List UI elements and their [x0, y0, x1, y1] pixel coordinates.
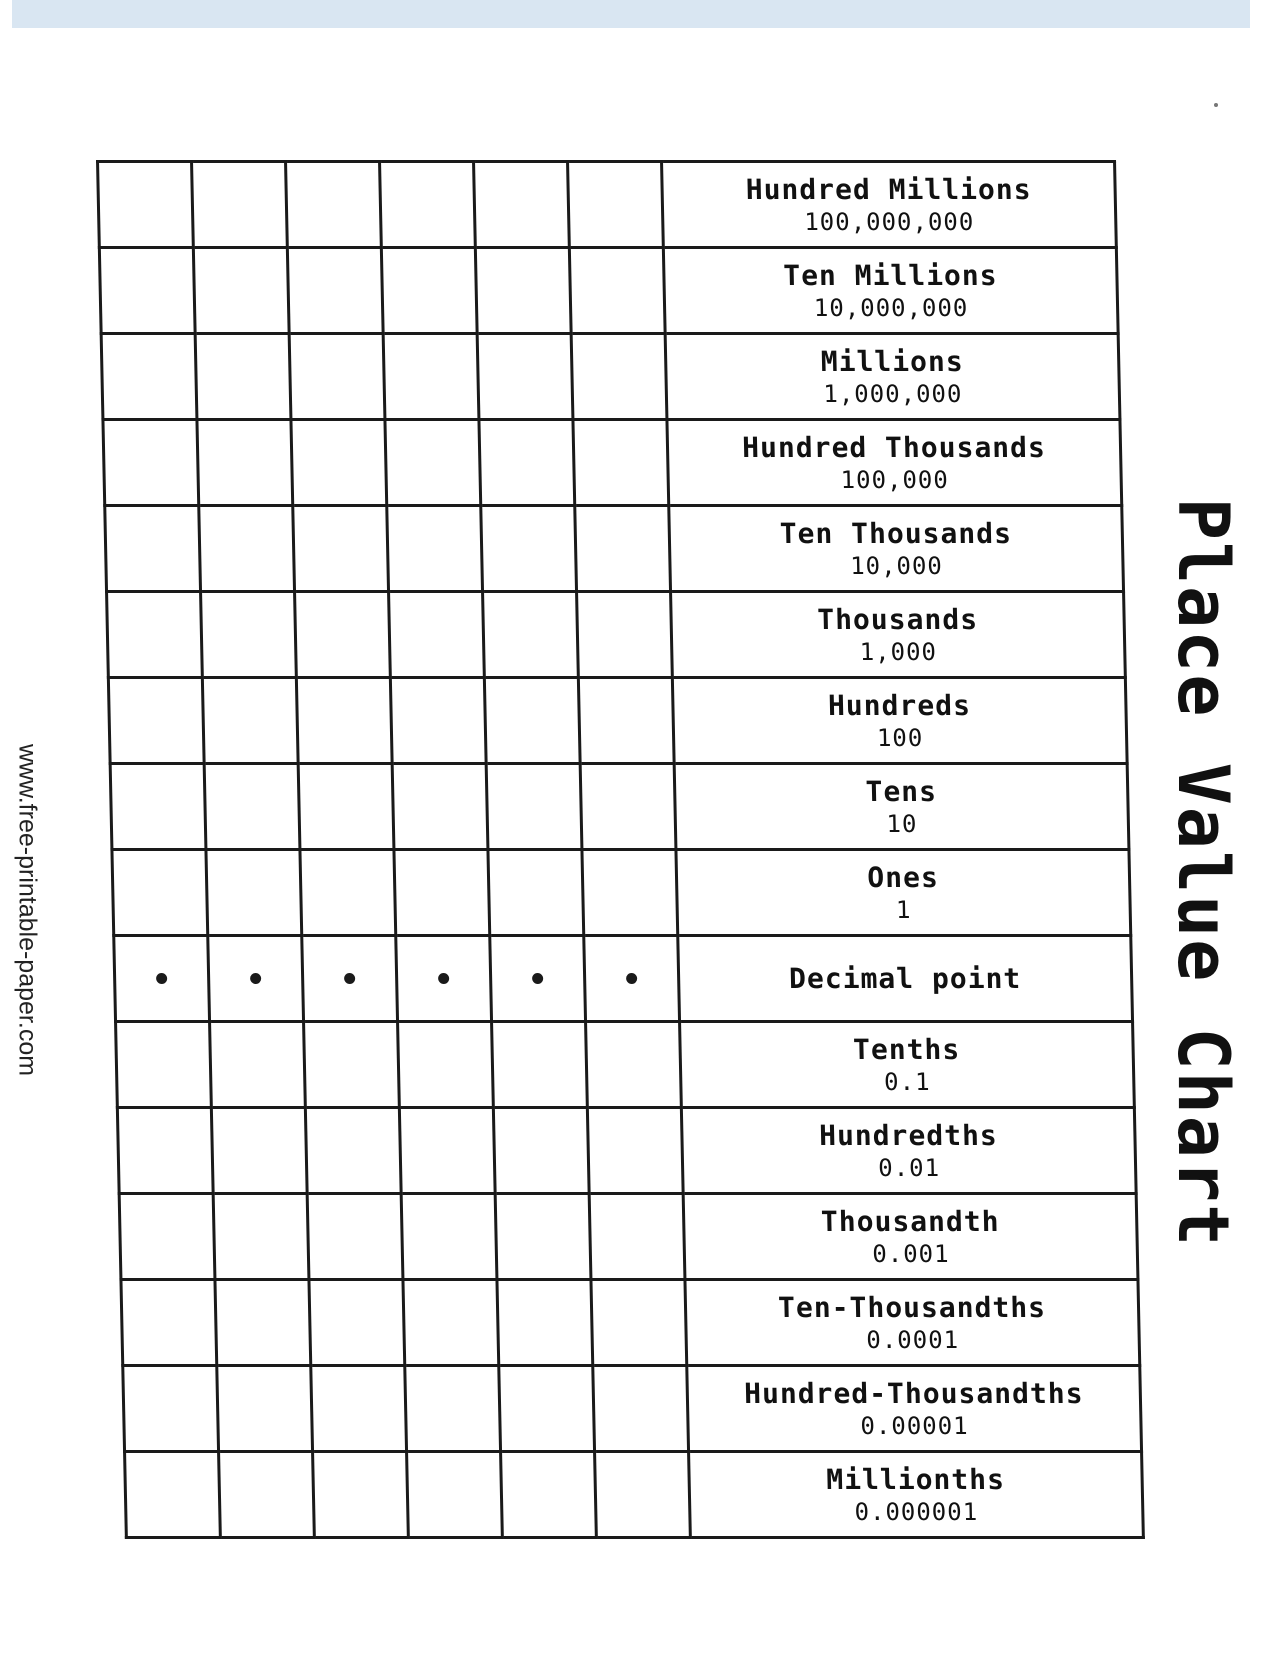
digit-cell[interactable] — [497, 1280, 593, 1366]
digit-cell[interactable] — [211, 1108, 307, 1194]
digit-cell[interactable] — [311, 1366, 407, 1452]
digit-cell[interactable] — [219, 1452, 315, 1538]
digit-cell[interactable] — [595, 1452, 691, 1538]
place-value: 0.000001 — [854, 1497, 979, 1526]
scan-top-band — [12, 0, 1250, 28]
place-value-row — [114, 936, 1133, 1022]
digit-cell[interactable] — [208, 936, 304, 1022]
digit-cell[interactable] — [105, 506, 201, 592]
place-value-row — [107, 592, 1126, 678]
place-value-row — [110, 764, 1129, 850]
digit-cell[interactable] — [394, 850, 490, 936]
digit-cell[interactable] — [483, 592, 579, 678]
place-value: 1,000,000 — [823, 379, 963, 408]
digit-cell[interactable] — [206, 850, 302, 936]
digit-cell[interactable] — [475, 248, 571, 334]
place-value: 0.001 — [871, 1239, 950, 1268]
place-name: Ten Millions — [782, 258, 998, 292]
place-label-cell — [676, 850, 1131, 936]
place-label-cell — [674, 764, 1129, 850]
digit-cell[interactable] — [488, 850, 584, 936]
place-name: Thousandth — [820, 1204, 1000, 1238]
digit-cell[interactable] — [501, 1452, 597, 1538]
place-value-table — [96, 160, 1145, 1539]
place-value: 100,000,000 — [804, 207, 975, 236]
digit-cell[interactable] — [481, 506, 577, 592]
place-name: Ones — [866, 860, 940, 894]
digit-cell[interactable] — [575, 506, 671, 592]
place-name: Hundred Thousands — [741, 430, 1047, 464]
digit-cell[interactable] — [202, 678, 298, 764]
digit-cell[interactable] — [210, 1022, 306, 1108]
place-value-row — [116, 1022, 1135, 1108]
place-name: Ten Thousands — [779, 516, 1013, 550]
place-value-row — [121, 1280, 1140, 1366]
digit-cell[interactable] — [313, 1452, 409, 1538]
digit-cell[interactable] — [199, 506, 295, 592]
place-name: Decimal point — [788, 961, 1022, 995]
place-label-cell — [687, 1366, 1142, 1452]
digit-cell[interactable] — [582, 850, 678, 936]
place-value-row — [101, 334, 1120, 420]
digit-cell[interactable] — [569, 248, 665, 334]
digit-cell[interactable] — [295, 592, 391, 678]
digit-cell[interactable] — [385, 420, 481, 506]
digit-cell[interactable] — [195, 334, 291, 420]
place-label-cell — [681, 1108, 1136, 1194]
place-name: Hundred-Thousandths — [743, 1376, 1084, 1410]
place-value-row — [117, 1108, 1136, 1194]
digit-cell[interactable] — [305, 1108, 401, 1194]
digit-cell[interactable] — [587, 1108, 683, 1194]
place-label-cell — [665, 334, 1120, 420]
digit-cell[interactable] — [293, 506, 389, 592]
digit-cell[interactable] — [110, 764, 206, 850]
digit-cell[interactable] — [389, 592, 485, 678]
digit-cell[interactable] — [302, 936, 398, 1022]
digit-cell[interactable] — [204, 764, 300, 850]
digit-cell[interactable] — [593, 1366, 689, 1452]
place-name: Millionths — [825, 1462, 1006, 1496]
decimal-point-dot — [156, 973, 167, 984]
place-value-row — [112, 850, 1131, 936]
digit-cell[interactable] — [193, 248, 289, 334]
place-name: Tenths — [852, 1032, 961, 1066]
source-url: www.free-printable-paper.com — [13, 743, 42, 1077]
place-label-cell — [662, 162, 1117, 248]
digit-cell[interactable] — [286, 162, 382, 248]
place-value: 100 — [876, 723, 924, 752]
place-value-row — [123, 1366, 1142, 1452]
digit-cell[interactable] — [403, 1280, 499, 1366]
digit-cell[interactable] — [479, 420, 575, 506]
place-label-cell — [685, 1280, 1140, 1366]
digit-cell[interactable] — [578, 678, 674, 764]
place-label-cell — [663, 248, 1118, 334]
digit-cell[interactable] — [381, 248, 477, 334]
digit-cell[interactable] — [484, 678, 580, 764]
digit-cell[interactable] — [383, 334, 479, 420]
digit-cell[interactable] — [112, 850, 208, 936]
digit-cell[interactable] — [213, 1194, 309, 1280]
place-value-row — [99, 248, 1118, 334]
place-value: 0.1 — [883, 1067, 931, 1096]
digit-cell[interactable] — [405, 1366, 501, 1452]
digit-cell[interactable] — [580, 764, 676, 850]
place-value: 1,000 — [859, 637, 938, 666]
digit-cell[interactable] — [586, 1022, 682, 1108]
place-value-row — [105, 506, 1124, 592]
digit-cell[interactable] — [103, 420, 199, 506]
digit-cell[interactable] — [401, 1194, 497, 1280]
digit-cell[interactable] — [493, 1108, 589, 1194]
digit-cell[interactable] — [101, 334, 197, 420]
place-name: Millions — [820, 344, 964, 378]
digit-cell[interactable] — [380, 162, 476, 248]
place-value-row — [119, 1194, 1138, 1280]
place-value-table-body — [98, 162, 1144, 1538]
place-name: Ten-Thousandths — [777, 1290, 1047, 1324]
place-value: 0.00001 — [860, 1411, 969, 1440]
digit-cell[interactable] — [495, 1194, 591, 1280]
digit-cell[interactable] — [591, 1280, 687, 1366]
place-name: Hundredths — [818, 1118, 999, 1152]
digit-cell[interactable] — [490, 936, 586, 1022]
digit-cell[interactable] — [307, 1194, 403, 1280]
digit-cell[interactable] — [573, 420, 669, 506]
digit-cell[interactable] — [589, 1194, 685, 1280]
digit-cell[interactable] — [201, 592, 297, 678]
digit-cell[interactable] — [474, 162, 570, 248]
place-label-cell — [669, 506, 1124, 592]
decimal-point-dot — [250, 973, 261, 984]
scan-speck — [1214, 103, 1218, 107]
digit-cell[interactable] — [119, 1194, 215, 1280]
digit-cell[interactable] — [392, 764, 488, 850]
digit-cell[interactable] — [197, 420, 293, 506]
digit-cell[interactable] — [477, 334, 573, 420]
place-label-cell — [689, 1452, 1144, 1538]
digit-cell[interactable] — [398, 1022, 494, 1108]
place-value-row — [125, 1452, 1144, 1538]
place-label-cell — [680, 1022, 1135, 1108]
digit-cell[interactable] — [114, 936, 210, 1022]
digit-cell[interactable] — [309, 1280, 405, 1366]
digit-cell[interactable] — [486, 764, 582, 850]
digit-cell[interactable] — [121, 1280, 217, 1366]
place-label-cell — [672, 678, 1127, 764]
place-value: 0.0001 — [866, 1325, 960, 1354]
digit-cell[interactable] — [407, 1452, 503, 1538]
place-name: Hundreds — [827, 688, 972, 722]
digit-cell[interactable] — [396, 936, 492, 1022]
digit-cell[interactable] — [399, 1108, 495, 1194]
decimal-point-dot — [438, 973, 449, 984]
digit-cell[interactable] — [390, 678, 486, 764]
digit-cell[interactable] — [387, 506, 483, 592]
digit-cell[interactable] — [298, 764, 394, 850]
digit-cell[interactable] — [123, 1366, 219, 1452]
place-value: 10,000 — [849, 551, 944, 580]
place-label-cell — [667, 420, 1122, 506]
place-value: 10 — [886, 809, 918, 838]
digit-cell[interactable] — [116, 1022, 212, 1108]
digit-cell[interactable] — [304, 1022, 400, 1108]
digit-cell[interactable] — [215, 1280, 311, 1366]
decimal-point-dot — [344, 973, 355, 984]
place-value-row — [98, 162, 1117, 248]
place-value-row — [108, 678, 1127, 764]
place-value: 0.01 — [877, 1153, 941, 1182]
place-name: Thousands — [816, 602, 979, 636]
digit-cell[interactable] — [577, 592, 673, 678]
place-name: Tens — [865, 774, 938, 808]
digit-cell[interactable] — [287, 248, 383, 334]
chart-title: Place Value Chart — [1162, 497, 1244, 1249]
digit-cell[interactable] — [300, 850, 396, 936]
digit-cell[interactable] — [296, 678, 392, 764]
place-value: 1 — [895, 895, 912, 924]
decimal-point-dot — [532, 973, 543, 984]
digit-cell[interactable] — [125, 1452, 221, 1538]
digit-cell[interactable] — [289, 334, 385, 420]
digit-cell[interactable] — [584, 936, 680, 1022]
digit-cell[interactable] — [568, 162, 664, 248]
place-value-row — [103, 420, 1122, 506]
place-label-cell — [671, 592, 1126, 678]
place-value: 100,000 — [840, 465, 950, 494]
digit-cell[interactable] — [107, 592, 203, 678]
digit-cell[interactable] — [291, 420, 387, 506]
place-label-cell — [678, 936, 1133, 1022]
place-name: Hundred Millions — [745, 172, 1032, 206]
digit-cell[interactable] — [98, 162, 194, 248]
digit-cell[interactable] — [499, 1366, 595, 1452]
digit-cell[interactable] — [571, 334, 667, 420]
decimal-point-dot — [626, 973, 637, 984]
digit-cell[interactable] — [117, 1108, 213, 1194]
place-value: 10,000,000 — [813, 293, 969, 322]
digit-cell[interactable] — [217, 1366, 313, 1452]
digit-cell[interactable] — [192, 162, 288, 248]
digit-cell[interactable] — [492, 1022, 588, 1108]
place-label-cell — [683, 1194, 1138, 1280]
digit-cell[interactable] — [108, 678, 204, 764]
digit-cell[interactable] — [99, 248, 195, 334]
